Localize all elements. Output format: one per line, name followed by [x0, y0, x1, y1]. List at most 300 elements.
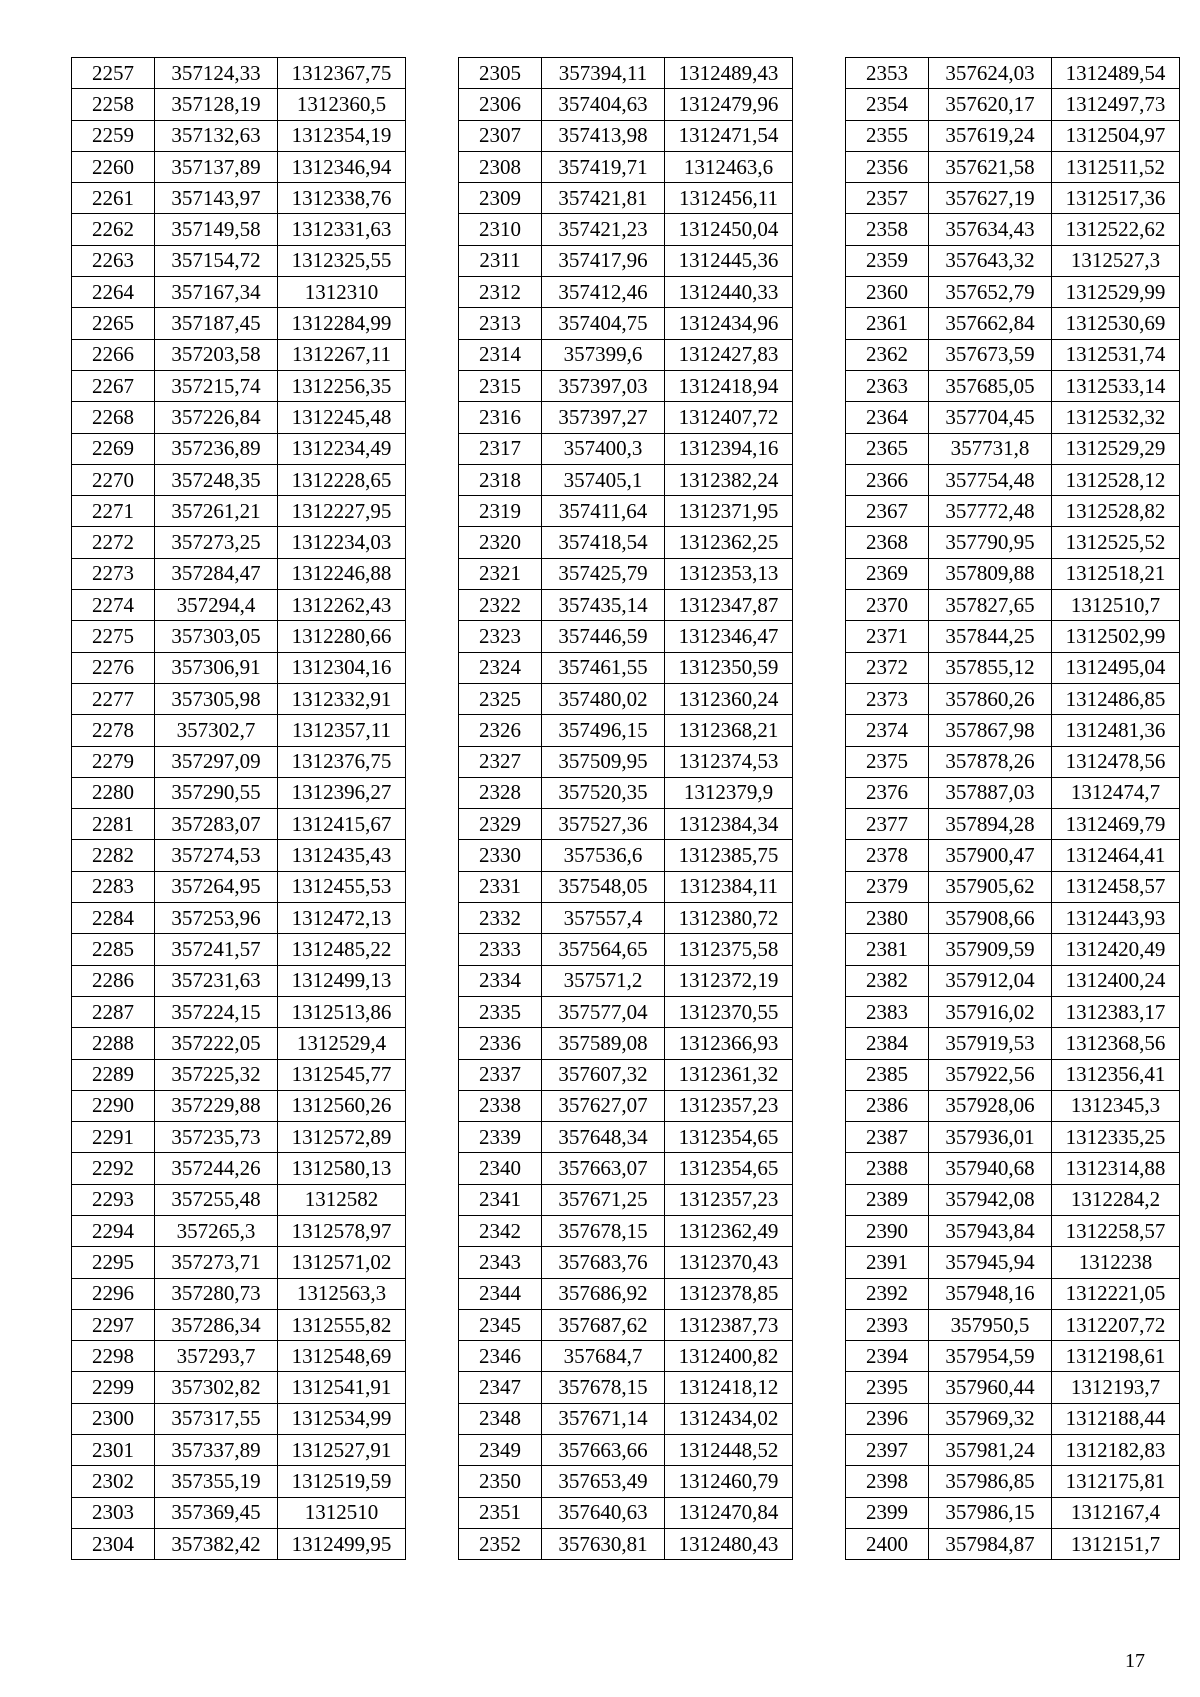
- table-row: [846, 965, 1180, 996]
- y-coordinate: 1312207,72: [1052, 1309, 1180, 1340]
- x-coordinate: 357284,47: [155, 558, 278, 589]
- x-coordinate: 357418,54: [542, 527, 665, 558]
- point-number: 2301: [72, 1435, 155, 1466]
- x-coordinate: 357940,68: [929, 1153, 1052, 1184]
- point-number: 2311: [459, 245, 542, 276]
- table-row: [459, 464, 793, 495]
- x-coordinate: 357589,08: [542, 1028, 665, 1059]
- x-coordinate: 357986,85: [929, 1466, 1052, 1497]
- point-number: 2383: [846, 996, 929, 1027]
- coordinate-table-2: [458, 57, 793, 1560]
- x-coordinate: 357527,36: [542, 809, 665, 840]
- table-row: [459, 1466, 793, 1497]
- point-number: 2371: [846, 621, 929, 652]
- x-coordinate: 357536,6: [542, 840, 665, 871]
- x-coordinate: 357187,45: [155, 308, 278, 339]
- x-coordinate: 357969,32: [929, 1403, 1052, 1434]
- y-coordinate: 1312460,79: [665, 1466, 793, 1497]
- y-coordinate: 1312513,86: [278, 996, 406, 1027]
- point-number: 2318: [459, 464, 542, 495]
- x-coordinate: 357132,63: [155, 120, 278, 151]
- x-coordinate: 357663,07: [542, 1153, 665, 1184]
- point-number: 2327: [459, 746, 542, 777]
- point-number: 2262: [72, 214, 155, 245]
- point-number: 2351: [459, 1497, 542, 1528]
- x-coordinate: 357809,88: [929, 558, 1052, 589]
- x-coordinate: 357154,72: [155, 245, 278, 276]
- point-number: 2325: [459, 683, 542, 714]
- table-row: [459, 277, 793, 308]
- y-coordinate: 1312188,44: [1052, 1403, 1180, 1434]
- y-coordinate: 1312310: [278, 277, 406, 308]
- table-row: [72, 464, 406, 495]
- y-coordinate: 1312448,52: [665, 1435, 793, 1466]
- x-coordinate: 357306,91: [155, 652, 278, 683]
- x-coordinate: 357229,88: [155, 1090, 278, 1121]
- table-row: [72, 370, 406, 401]
- x-coordinate: 357283,07: [155, 809, 278, 840]
- x-coordinate: 357928,06: [929, 1090, 1052, 1121]
- x-coordinate: 357419,71: [542, 151, 665, 182]
- table-row: [846, 402, 1180, 433]
- y-coordinate: 1312346,47: [665, 621, 793, 652]
- point-number: 2294: [72, 1215, 155, 1246]
- table-row: [846, 1435, 1180, 1466]
- table-row: [459, 1528, 793, 1559]
- x-coordinate: 357294,4: [155, 590, 278, 621]
- table-row: [846, 903, 1180, 934]
- point-number: 2395: [846, 1372, 929, 1403]
- point-number: 2264: [72, 277, 155, 308]
- x-coordinate: 357671,14: [542, 1403, 665, 1434]
- table-row: [459, 1278, 793, 1309]
- y-coordinate: 1312383,17: [1052, 996, 1180, 1027]
- x-coordinate: 357643,32: [929, 245, 1052, 276]
- x-coordinate: 357754,48: [929, 464, 1052, 495]
- y-coordinate: 1312519,59: [278, 1466, 406, 1497]
- x-coordinate: 357867,98: [929, 715, 1052, 746]
- table-row: [72, 590, 406, 621]
- point-number: 2349: [459, 1435, 542, 1466]
- y-coordinate: 1312370,43: [665, 1247, 793, 1278]
- x-coordinate: 357900,47: [929, 840, 1052, 871]
- point-number: 2397: [846, 1435, 929, 1466]
- y-coordinate: 1312221,05: [1052, 1278, 1180, 1309]
- table-row: [72, 809, 406, 840]
- point-number: 2384: [846, 1028, 929, 1059]
- y-coordinate: 1312267,11: [278, 339, 406, 370]
- y-coordinate: 1312458,57: [1052, 871, 1180, 902]
- y-coordinate: 1312354,19: [278, 120, 406, 151]
- table-row: [459, 214, 793, 245]
- x-coordinate: 357435,14: [542, 590, 665, 621]
- table-row: [72, 1215, 406, 1246]
- x-coordinate: 357413,98: [542, 120, 665, 151]
- point-number: 2273: [72, 558, 155, 589]
- x-coordinate: 357404,75: [542, 308, 665, 339]
- point-number: 2304: [72, 1528, 155, 1559]
- table-row: [72, 746, 406, 777]
- y-coordinate: 1312367,75: [278, 58, 406, 89]
- y-coordinate: 1312434,96: [665, 308, 793, 339]
- table-row: [72, 120, 406, 151]
- x-coordinate: 357653,49: [542, 1466, 665, 1497]
- table-row: [459, 1122, 793, 1153]
- table-row: [459, 1435, 793, 1466]
- x-coordinate: 357248,35: [155, 464, 278, 495]
- point-number: 2320: [459, 527, 542, 558]
- table-row: [72, 1309, 406, 1340]
- point-number: 2374: [846, 715, 929, 746]
- point-number: 2370: [846, 590, 929, 621]
- table-row: [846, 590, 1180, 621]
- x-coordinate: 357303,05: [155, 621, 278, 652]
- point-number: 2296: [72, 1278, 155, 1309]
- x-coordinate: 357648,34: [542, 1122, 665, 1153]
- x-coordinate: 357225,32: [155, 1059, 278, 1090]
- point-number: 2348: [459, 1403, 542, 1434]
- x-coordinate: 357772,48: [929, 496, 1052, 527]
- point-number: 2260: [72, 151, 155, 182]
- table-row: [459, 715, 793, 746]
- table-row: [846, 996, 1180, 1027]
- x-coordinate: 357557,4: [542, 903, 665, 934]
- x-coordinate: 357687,62: [542, 1309, 665, 1340]
- point-number: 2321: [459, 558, 542, 589]
- x-coordinate: 357922,56: [929, 1059, 1052, 1090]
- table-row: [459, 1090, 793, 1121]
- table-row: [846, 308, 1180, 339]
- point-number: 2347: [459, 1372, 542, 1403]
- x-coordinate: 357203,58: [155, 339, 278, 370]
- y-coordinate: 1312571,02: [278, 1247, 406, 1278]
- x-coordinate: 357244,26: [155, 1153, 278, 1184]
- point-number: 2270: [72, 464, 155, 495]
- y-coordinate: 1312511,52: [1052, 151, 1180, 182]
- y-coordinate: 1312228,65: [278, 464, 406, 495]
- x-coordinate: 357293,7: [155, 1341, 278, 1372]
- x-coordinate: 357942,08: [929, 1184, 1052, 1215]
- table-row: [72, 89, 406, 120]
- y-coordinate: 1312560,26: [278, 1090, 406, 1121]
- y-coordinate: 1312485,22: [278, 934, 406, 965]
- point-number: 2323: [459, 621, 542, 652]
- x-coordinate: 357302,7: [155, 715, 278, 746]
- point-number: 2297: [72, 1309, 155, 1340]
- coordinate-table-3: [845, 57, 1180, 1560]
- y-coordinate: 1312347,87: [665, 590, 793, 621]
- x-coordinate: 357577,04: [542, 996, 665, 1027]
- point-number: 2300: [72, 1403, 155, 1434]
- table-row: [846, 1153, 1180, 1184]
- y-coordinate: 1312480,43: [665, 1528, 793, 1559]
- y-coordinate: 1312548,69: [278, 1341, 406, 1372]
- point-number: 2259: [72, 120, 155, 151]
- point-number: 2379: [846, 871, 929, 902]
- point-number: 2280: [72, 777, 155, 808]
- point-number: 2324: [459, 652, 542, 683]
- table-row: [459, 58, 793, 89]
- point-number: 2292: [72, 1153, 155, 1184]
- point-number: 2288: [72, 1028, 155, 1059]
- table-row: [846, 370, 1180, 401]
- point-number: 2283: [72, 871, 155, 902]
- x-coordinate: 357241,57: [155, 934, 278, 965]
- point-number: 2389: [846, 1184, 929, 1215]
- table-row: [72, 1184, 406, 1215]
- x-coordinate: 357520,35: [542, 777, 665, 808]
- point-number: 2302: [72, 1466, 155, 1497]
- table-row: [72, 558, 406, 589]
- point-number: 2382: [846, 965, 929, 996]
- table-row: [459, 183, 793, 214]
- x-coordinate: 357461,55: [542, 652, 665, 683]
- y-coordinate: 1312415,67: [278, 809, 406, 840]
- x-coordinate: 357480,02: [542, 683, 665, 714]
- table-row: [72, 1278, 406, 1309]
- table-row: [72, 1122, 406, 1153]
- table-row: [459, 683, 793, 714]
- table-row: [846, 1341, 1180, 1372]
- point-number: 2361: [846, 308, 929, 339]
- table-row: [459, 621, 793, 652]
- x-coordinate: 357417,96: [542, 245, 665, 276]
- x-coordinate: 357663,66: [542, 1435, 665, 1466]
- y-coordinate: 1312495,04: [1052, 652, 1180, 683]
- y-coordinate: 1312246,88: [278, 558, 406, 589]
- point-number: 2344: [459, 1278, 542, 1309]
- y-coordinate: 1312258,57: [1052, 1215, 1180, 1246]
- x-coordinate: 357302,82: [155, 1372, 278, 1403]
- y-coordinate: 1312366,93: [665, 1028, 793, 1059]
- y-coordinate: 1312502,99: [1052, 621, 1180, 652]
- y-coordinate: 1312385,75: [665, 840, 793, 871]
- y-coordinate: 1312525,52: [1052, 527, 1180, 558]
- x-coordinate: 357731,8: [929, 433, 1052, 464]
- point-number: 2265: [72, 308, 155, 339]
- point-number: 2372: [846, 652, 929, 683]
- y-coordinate: 1312384,11: [665, 871, 793, 902]
- table-row: [459, 89, 793, 120]
- table-row: [459, 120, 793, 151]
- y-coordinate: 1312456,11: [665, 183, 793, 214]
- x-coordinate: 357446,59: [542, 621, 665, 652]
- x-coordinate: 357671,25: [542, 1184, 665, 1215]
- y-coordinate: 1312407,72: [665, 402, 793, 433]
- x-coordinate: 357678,15: [542, 1372, 665, 1403]
- table-row: [846, 777, 1180, 808]
- table-row: [459, 1184, 793, 1215]
- table-row: [846, 840, 1180, 871]
- point-number: 2346: [459, 1341, 542, 1372]
- point-number: 2373: [846, 683, 929, 714]
- x-coordinate: 357274,53: [155, 840, 278, 871]
- point-number: 2369: [846, 558, 929, 589]
- table-row: [846, 1528, 1180, 1559]
- y-coordinate: 1312375,58: [665, 934, 793, 965]
- point-number: 2359: [846, 245, 929, 276]
- y-coordinate: 1312528,12: [1052, 464, 1180, 495]
- y-coordinate: 1312394,16: [665, 433, 793, 464]
- point-number: 2337: [459, 1059, 542, 1090]
- y-coordinate: 1312345,3: [1052, 1090, 1180, 1121]
- point-number: 2322: [459, 590, 542, 621]
- x-coordinate: 357421,81: [542, 183, 665, 214]
- y-coordinate: 1312450,04: [665, 214, 793, 245]
- x-coordinate: 357607,32: [542, 1059, 665, 1090]
- point-number: 2378: [846, 840, 929, 871]
- x-coordinate: 357412,46: [542, 277, 665, 308]
- y-coordinate: 1312517,36: [1052, 183, 1180, 214]
- y-coordinate: 1312528,82: [1052, 496, 1180, 527]
- x-coordinate: 357564,65: [542, 934, 665, 965]
- table-row: [459, 934, 793, 965]
- x-coordinate: 357905,62: [929, 871, 1052, 902]
- table-row: [72, 277, 406, 308]
- y-coordinate: 1312284,2: [1052, 1184, 1180, 1215]
- y-coordinate: 1312354,65: [665, 1153, 793, 1184]
- table-row: [846, 1278, 1180, 1309]
- table-row: [459, 1341, 793, 1372]
- x-coordinate: 357790,95: [929, 527, 1052, 558]
- point-number: 2377: [846, 809, 929, 840]
- x-coordinate: 357405,1: [542, 464, 665, 495]
- point-number: 2258: [72, 89, 155, 120]
- table-row: [459, 339, 793, 370]
- point-number: 2381: [846, 934, 929, 965]
- table-row: [459, 965, 793, 996]
- point-number: 2290: [72, 1090, 155, 1121]
- table-row: [459, 527, 793, 558]
- y-coordinate: 1312400,24: [1052, 965, 1180, 996]
- point-number: 2281: [72, 809, 155, 840]
- y-coordinate: 1312545,77: [278, 1059, 406, 1090]
- y-coordinate: 1312504,97: [1052, 120, 1180, 151]
- point-number: 2341: [459, 1184, 542, 1215]
- point-number: 2340: [459, 1153, 542, 1184]
- x-coordinate: 357634,43: [929, 214, 1052, 245]
- point-number: 2298: [72, 1341, 155, 1372]
- y-coordinate: 1312234,49: [278, 433, 406, 464]
- table-row: [72, 1372, 406, 1403]
- x-coordinate: 357273,71: [155, 1247, 278, 1278]
- point-number: 2339: [459, 1122, 542, 1153]
- point-number: 2365: [846, 433, 929, 464]
- point-number: 2331: [459, 871, 542, 902]
- y-coordinate: 1312443,93: [1052, 903, 1180, 934]
- y-coordinate: 1312357,23: [665, 1090, 793, 1121]
- x-coordinate: 357355,19: [155, 1466, 278, 1497]
- y-coordinate: 1312478,56: [1052, 746, 1180, 777]
- table-row: [846, 1122, 1180, 1153]
- table-row: [846, 89, 1180, 120]
- table-row: [72, 433, 406, 464]
- x-coordinate: 357399,6: [542, 339, 665, 370]
- table-row: [846, 1309, 1180, 1340]
- point-number: 2363: [846, 370, 929, 401]
- x-coordinate: 357662,84: [929, 308, 1052, 339]
- x-coordinate: 357640,63: [542, 1497, 665, 1528]
- point-number: 2287: [72, 996, 155, 1027]
- table-row: [459, 496, 793, 527]
- x-coordinate: 357264,95: [155, 871, 278, 902]
- x-coordinate: 357627,07: [542, 1090, 665, 1121]
- x-coordinate: 357290,55: [155, 777, 278, 808]
- table-row: [72, 1528, 406, 1559]
- x-coordinate: 357167,34: [155, 277, 278, 308]
- table-row: [72, 496, 406, 527]
- y-coordinate: 1312371,95: [665, 496, 793, 527]
- y-coordinate: 1312338,76: [278, 183, 406, 214]
- point-number: 2267: [72, 370, 155, 401]
- x-coordinate: 357224,15: [155, 996, 278, 1027]
- y-coordinate: 1312527,3: [1052, 245, 1180, 276]
- table-row: [846, 245, 1180, 276]
- table-row: [846, 683, 1180, 714]
- table-row: [72, 1435, 406, 1466]
- y-coordinate: 1312361,32: [665, 1059, 793, 1090]
- y-coordinate: 1312304,16: [278, 652, 406, 683]
- table-row: [72, 308, 406, 339]
- y-coordinate: 1312529,29: [1052, 433, 1180, 464]
- table-row: [72, 903, 406, 934]
- point-number: 2380: [846, 903, 929, 934]
- y-coordinate: 1312356,41: [1052, 1059, 1180, 1090]
- table-row: [459, 370, 793, 401]
- point-number: 2342: [459, 1215, 542, 1246]
- y-coordinate: 1312533,14: [1052, 370, 1180, 401]
- point-number: 2352: [459, 1528, 542, 1559]
- y-coordinate: 1312497,73: [1052, 89, 1180, 120]
- point-number: 2310: [459, 214, 542, 245]
- point-number: 2279: [72, 746, 155, 777]
- point-number: 2338: [459, 1090, 542, 1121]
- y-coordinate: 1312563,3: [278, 1278, 406, 1309]
- x-coordinate: 357894,28: [929, 809, 1052, 840]
- table-row: [459, 558, 793, 589]
- point-number: 2387: [846, 1122, 929, 1153]
- point-number: 2285: [72, 934, 155, 965]
- y-coordinate: 1312440,33: [665, 277, 793, 308]
- y-coordinate: 1312354,65: [665, 1122, 793, 1153]
- table-row: [846, 151, 1180, 182]
- x-coordinate: 357400,3: [542, 433, 665, 464]
- point-number: 2357: [846, 183, 929, 214]
- y-coordinate: 1312384,34: [665, 809, 793, 840]
- point-number: 2261: [72, 183, 155, 214]
- y-coordinate: 1312151,7: [1052, 1528, 1180, 1559]
- y-coordinate: 1312387,73: [665, 1309, 793, 1340]
- point-number: 2309: [459, 183, 542, 214]
- x-coordinate: 357960,44: [929, 1372, 1052, 1403]
- y-coordinate: 1312445,36: [665, 245, 793, 276]
- table-row: [72, 183, 406, 214]
- y-coordinate: 1312372,19: [665, 965, 793, 996]
- point-number: 2385: [846, 1059, 929, 1090]
- y-coordinate: 1312499,13: [278, 965, 406, 996]
- table-row: [846, 1215, 1180, 1246]
- x-coordinate: 357255,48: [155, 1184, 278, 1215]
- point-number: 2353: [846, 58, 929, 89]
- point-number: 2400: [846, 1528, 929, 1559]
- x-coordinate: 357704,45: [929, 402, 1052, 433]
- x-coordinate: 357382,42: [155, 1528, 278, 1559]
- table-row: [459, 402, 793, 433]
- x-coordinate: 357945,94: [929, 1247, 1052, 1278]
- point-number: 2303: [72, 1497, 155, 1528]
- table-row: [846, 652, 1180, 683]
- point-number: 2275: [72, 621, 155, 652]
